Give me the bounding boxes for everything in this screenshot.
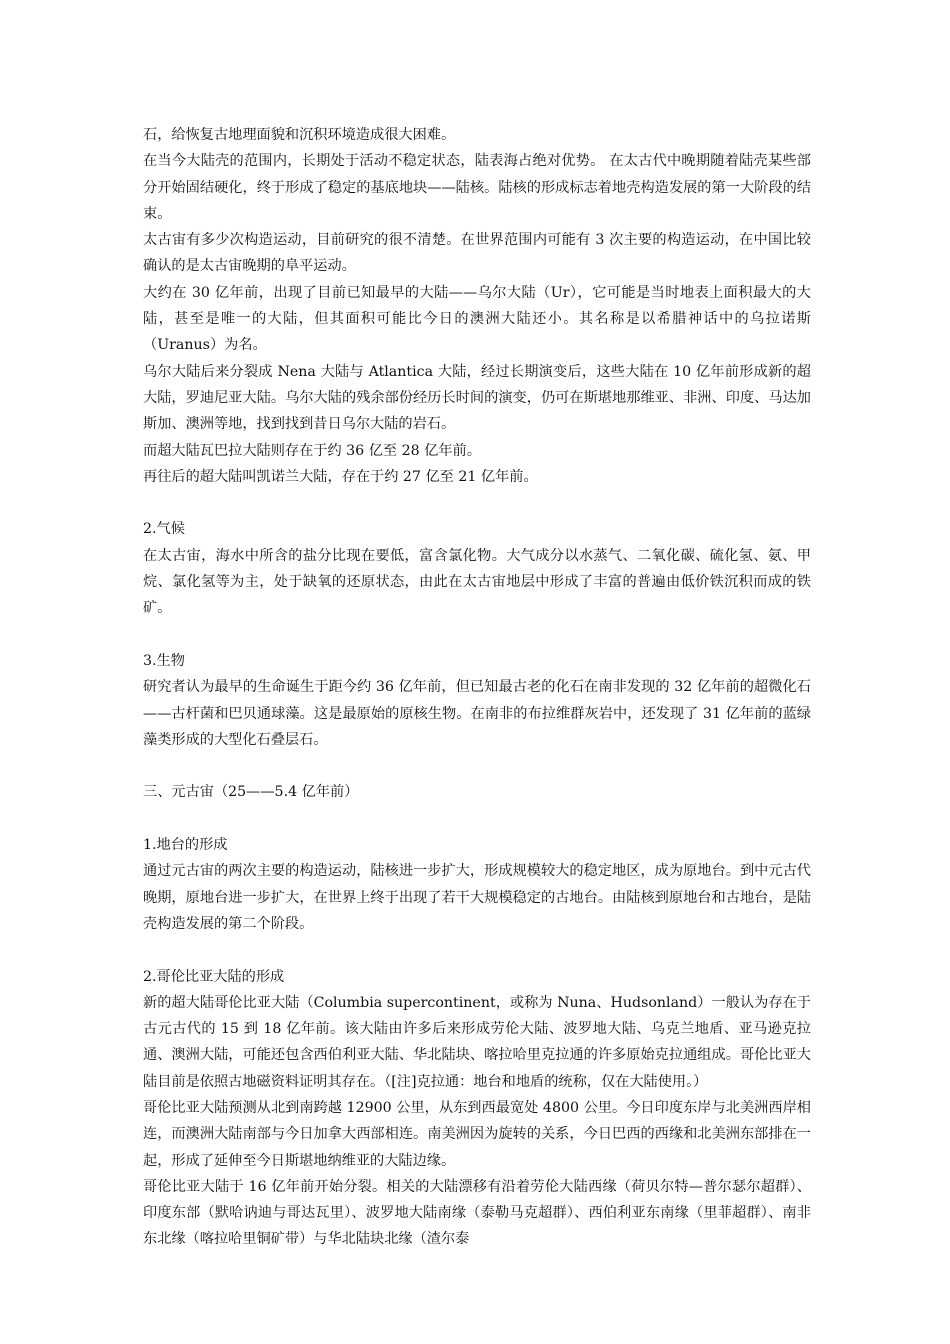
section-heading: 1.地台的形成 <box>143 837 228 854</box>
body-paragraph: 通过元古宙的两次主要的构造运动，陆核进一步扩大，形成规模较大的稳定地区，成为原地台。到中元古代晚期，原地台进一步扩大，在世界上终于出现了若干大规模稳定的古地台。由陆核到原地台和古地台，是陆壳构造发展的第二个阶段。 <box>143 863 811 932</box>
body-paragraph: 在当今大陆壳的范围内，长期处于活动不稳定状态，陆表海占绝对优势。 在太古代中晚期随着陆壳某些部分开始固结硬化，终于形成了稳定的基底地块——陆核。陆核的形成标志着地壳构造发展的第一大阶段的结束。 <box>143 153 811 222</box>
body-paragraph: 新的超大陆哥伦比亚大陆（Columbia supercontinent，或称为 Nuna、Hudsonland）一般认为存在于古元古代的 15 到 18 亿年前。该大陆由许多后来形成劳伦大陆、波罗地大陆、乌克兰地盾、亚马逊克拉通、澳洲大陆，可能还包含西伯利亚大陆、华北陆块、喀拉哈里克拉通的许多原始克拉通组成。哥伦比亚大陆目前是依照古地磁资料证明其存在。（[注]克拉通：地台和地盾的统称，仅在大陆使用。） <box>143 994 811 1090</box>
body-paragraph: 乌尔大陆后来分裂成 Nena 大陆与 Atlantica 大陆，经过长期演变后，这些大陆在 10 亿年前形成新的超大陆，罗迪尼亚大陆。乌尔大陆的残余部份经历长时间的演变，仍可在斯堪地那维亚、非洲、印度、马达加斯加、澳洲等地，找到找到昔日乌尔大陆的岩石。 <box>143 363 811 433</box>
paragraph-spacer <box>143 490 811 516</box>
body-paragraph: 哥伦比亚大陆预测从北到南跨越 12900 公里，从东到西最宽处 4800 公里。今日印度东岸与北美洲西岸相连，而澳洲大陆南部与今日加拿大西部相连。南美洲因为旋转的关系，今日巴西的西缘和北美洲东部排在一起，形成了延伸至今日斯堪地纳维亚的大陆边缘。 <box>143 1099 811 1169</box>
body-paragraph: 再往后的超大陆叫凯诺兰大陆，存在于约 27 亿至 21 亿年前。 <box>143 468 538 485</box>
document-page <box>143 122 811 1253</box>
section-heading: 2.哥伦比亚大陆的形成 <box>143 968 285 985</box>
paragraph-spacer <box>143 753 811 779</box>
body-paragraph: 石，给恢复古地理面貌和沉积环境造成很大困难。 <box>143 127 456 143</box>
body-paragraph: 在太古宙，海水中所含的盐分比现在要低，富含氯化物。大气成分以水蒸气、二氧化碳、硫化氢、氨、甲烷、氯化氢等为主，处于缺氧的还原状态，由此在太古宙地层中形成了丰富的普遍由低价铁沉积而成的铁矿。 <box>143 547 811 617</box>
body-paragraph: 而超大陆瓦巴拉大陆则存在于约 36 亿至 28 亿年前。 <box>143 442 481 459</box>
body-paragraph: 大约在 30 亿年前，出现了目前已知最早的大陆——乌尔大陆（Ur），它可能是当时地表上面积最大的大陆，甚至是唯一的大陆，但其面积可能比今日的澳洲大陆还小。其名称是以希腊神话中的乌拉诺斯（Uranus）为名。 <box>143 284 811 354</box>
paragraph-spacer <box>143 622 811 648</box>
body-paragraph: 哥伦比亚大陆于 16 亿年前开始分裂。相关的大陆漂移有沿着劳伦大陆西缘（荷贝尔特—普尔瑟尔超群）、印度东部（默哈讷迪与哥达瓦里）、波罗地大陆南缘（泰勒马克超群）、西伯利亚东南缘（里菲超群）、南非东北缘（喀拉哈里铜矿带）与华北陆块北缘（渣尔泰 <box>143 1178 811 1248</box>
paragraph-spacer <box>143 937 811 963</box>
body-paragraph: 研究者认为最早的生命诞生于距今约 36 亿年前，但已知最古老的化石在南非发现的 32 亿年前的超微化石——古杆菌和巴贝通球藻。这是最原始的原核生物。在南非的布拉维群灰岩中，还发现了 31 亿年前的蓝绿藻类形成的大型化石叠层石。 <box>143 679 811 748</box>
section-heading: 三、元古宙（25——5.4 亿年前） <box>143 784 359 801</box>
section-heading: 3.生物 <box>143 652 185 669</box>
section-heading: 2.气候 <box>143 521 185 538</box>
paragraph-spacer <box>143 806 811 832</box>
body-paragraph: 太古宙有多少次构造运动，目前研究的很不清楚。在世界范围内可能有 3 次主要的构造运动，在中国比较确认的是太古宙晚期的阜平运动。 <box>143 232 811 275</box>
